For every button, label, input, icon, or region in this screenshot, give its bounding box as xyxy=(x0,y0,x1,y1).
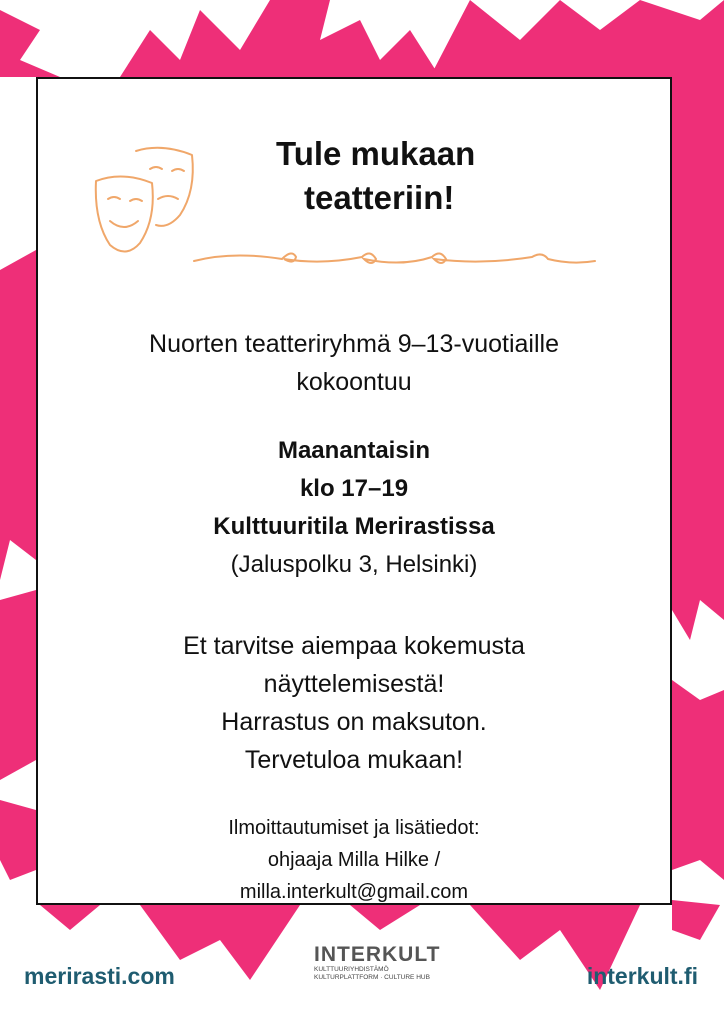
intro-text xyxy=(38,325,670,401)
schedule-time: klo 17–19 xyxy=(299,475,409,502)
intro-line-1: Nuorten teatteriryhmä 9–13-vuotiaille xyxy=(149,330,559,358)
notes-line-1: Et tarvitse aiempaa kokemusta xyxy=(183,632,525,660)
logo-subtitle-2: KULTURPLATTFORM · CULTURE HUB xyxy=(314,974,430,981)
schedule-address: (Jaluspolku 3, Helsinki) xyxy=(230,551,478,578)
title-line-2: teatteriin! xyxy=(304,179,455,216)
notes-block xyxy=(38,627,670,779)
theatre-masks-icon xyxy=(92,141,204,259)
decorative-flourish-divider xyxy=(192,245,597,271)
footer-link-interkult[interactable]: interkult.fi xyxy=(586,963,698,989)
interkult-logo xyxy=(314,944,444,984)
schedule-venue: Kulttuuritila Merirastissa xyxy=(213,513,495,540)
contact-label: Ilmoittautumiset ja lisätiedot: xyxy=(228,817,480,839)
poster-title xyxy=(228,132,558,220)
notes-line-2: näyttelemisestä! xyxy=(263,670,445,698)
schedule-block xyxy=(38,432,670,584)
schedule-day: Maanantaisin xyxy=(277,437,431,464)
footer-link-merirasti[interactable]: merirasti.com xyxy=(24,963,175,989)
poster-card xyxy=(36,77,672,905)
notes-line-3: Harrastus on maksuton. xyxy=(221,708,487,736)
logo-subtitle-1: KULTTUURIYHDISTÄMÖ xyxy=(314,966,389,973)
logo-wordmark: INTERKULT xyxy=(314,943,441,966)
contact-block xyxy=(38,812,670,908)
contact-email[interactable]: milla.interkult@gmail.com xyxy=(239,881,469,903)
title-line-1: Tule mukaan xyxy=(276,135,476,172)
intro-line-2: kokoontuu xyxy=(296,368,412,396)
notes-line-4: Tervetuloa mukaan! xyxy=(244,746,464,774)
contact-person: ohjaaja Milla Hilke / xyxy=(267,849,441,871)
